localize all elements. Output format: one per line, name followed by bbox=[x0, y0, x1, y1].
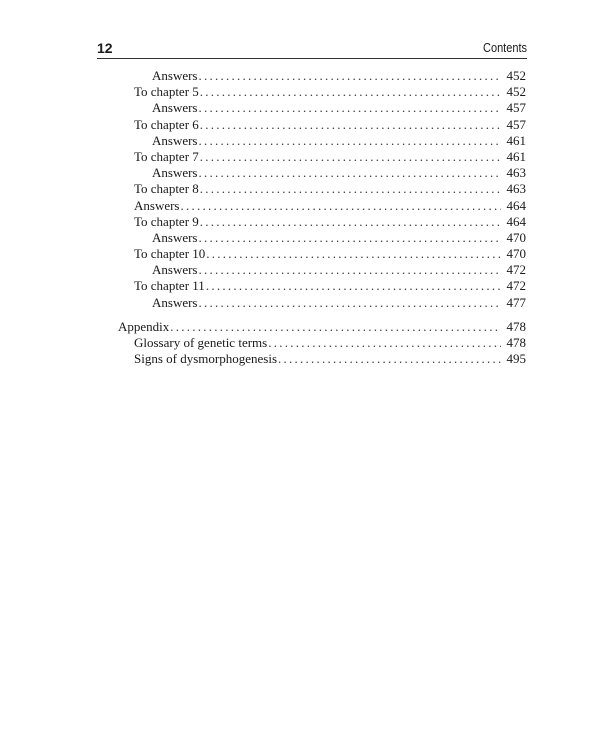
toc-entry bbox=[118, 84, 526, 100]
toc-entry-page: 463 bbox=[506, 181, 526, 197]
toc-entry-label: To chapter 6 bbox=[134, 116, 199, 132]
toc-entry-page: 463 bbox=[506, 165, 526, 181]
toc-leader-dots bbox=[170, 319, 501, 335]
toc-entry bbox=[118, 149, 526, 165]
toc-leader-dots bbox=[200, 117, 501, 133]
toc-entry-page: 464 bbox=[506, 213, 526, 229]
toc-entry-page: 464 bbox=[506, 197, 526, 213]
toc-leader-dots bbox=[181, 198, 502, 214]
toc-entry-label: To chapter 7 bbox=[134, 148, 199, 164]
toc-entry-page: 495 bbox=[506, 351, 526, 367]
toc-entry bbox=[118, 198, 526, 214]
toc-entry-page: 461 bbox=[506, 148, 526, 164]
toc-entry-page: 470 bbox=[506, 229, 526, 245]
toc-leader-dots bbox=[199, 230, 502, 246]
toc-entry-label: Answers bbox=[152, 132, 198, 148]
toc-entry-label: Answers bbox=[152, 229, 198, 245]
toc-entry bbox=[118, 319, 526, 335]
toc-leader-dots bbox=[268, 335, 501, 351]
toc-entry-page: 461 bbox=[506, 132, 526, 148]
toc-entry-label: Answers bbox=[152, 68, 198, 83]
toc-leader-dots bbox=[199, 68, 502, 84]
toc-entry bbox=[118, 117, 526, 133]
toc-entry-label: To chapter 11 bbox=[134, 278, 205, 294]
toc-entry bbox=[118, 181, 526, 197]
toc-entry-label: Signs of dysmorphogenesis bbox=[134, 351, 277, 367]
toc-entry-page: 472 bbox=[506, 278, 526, 294]
toc-leader-dots bbox=[200, 84, 501, 100]
running-title: Contents bbox=[482, 41, 527, 55]
toc-leader-dots bbox=[200, 214, 501, 230]
toc-entry bbox=[118, 214, 526, 230]
toc-leader-dots bbox=[199, 165, 502, 181]
toc-entry-page: 470 bbox=[506, 246, 526, 262]
toc-entry-page: 477 bbox=[506, 294, 526, 310]
toc-entry-page: 452 bbox=[506, 68, 526, 83]
toc-entry bbox=[118, 246, 526, 262]
toc-leader-dots bbox=[199, 262, 502, 278]
toc-entry-label: To chapter 5 bbox=[134, 84, 199, 100]
toc-entry-label: Answers bbox=[134, 197, 180, 213]
toc-entry bbox=[118, 351, 526, 367]
toc-leader-dots bbox=[206, 278, 501, 294]
toc-entry-page: 472 bbox=[506, 262, 526, 278]
toc-entry bbox=[118, 295, 526, 311]
toc-entry-page: 452 bbox=[506, 84, 526, 100]
toc-entry-page: 457 bbox=[506, 116, 526, 132]
toc-entry-label: Answers bbox=[152, 294, 198, 310]
toc-entry-label: Appendix bbox=[118, 318, 170, 334]
toc-leader-dots bbox=[206, 246, 501, 262]
page-header bbox=[97, 38, 527, 58]
toc-leader-dots bbox=[200, 181, 501, 197]
toc-entry bbox=[118, 133, 526, 149]
toc-entry bbox=[118, 335, 526, 351]
toc-entry bbox=[118, 278, 526, 294]
toc-entry-page: 478 bbox=[506, 335, 526, 350]
toc-entry-label: To chapter 8 bbox=[134, 181, 199, 197]
toc-entry bbox=[118, 100, 526, 116]
page-number: 12 bbox=[97, 40, 113, 56]
toc-entry bbox=[118, 165, 526, 181]
toc-leader-dots bbox=[200, 149, 501, 165]
toc-entry-label: Answers bbox=[152, 100, 198, 116]
toc-leader-dots bbox=[199, 133, 502, 149]
toc-entry bbox=[118, 262, 526, 278]
toc-entry bbox=[118, 68, 526, 84]
toc-entry bbox=[118, 230, 526, 246]
toc-leader-dots bbox=[278, 351, 501, 367]
toc-entry-label: To chapter 10 bbox=[134, 246, 206, 262]
toc-entry-label: Glossary of genetic terms bbox=[134, 335, 268, 350]
toc-entry-label: Answers bbox=[152, 262, 198, 278]
toc-leader-dots bbox=[199, 100, 502, 116]
toc-entry-label: Answers bbox=[152, 165, 198, 181]
toc-leader-dots bbox=[199, 295, 502, 311]
table-of-contents bbox=[118, 68, 526, 367]
toc-entry-page: 478 bbox=[506, 318, 526, 334]
toc-entry-page: 457 bbox=[506, 100, 526, 116]
toc-entry-label: To chapter 9 bbox=[134, 213, 199, 229]
header-rule bbox=[97, 58, 527, 59]
